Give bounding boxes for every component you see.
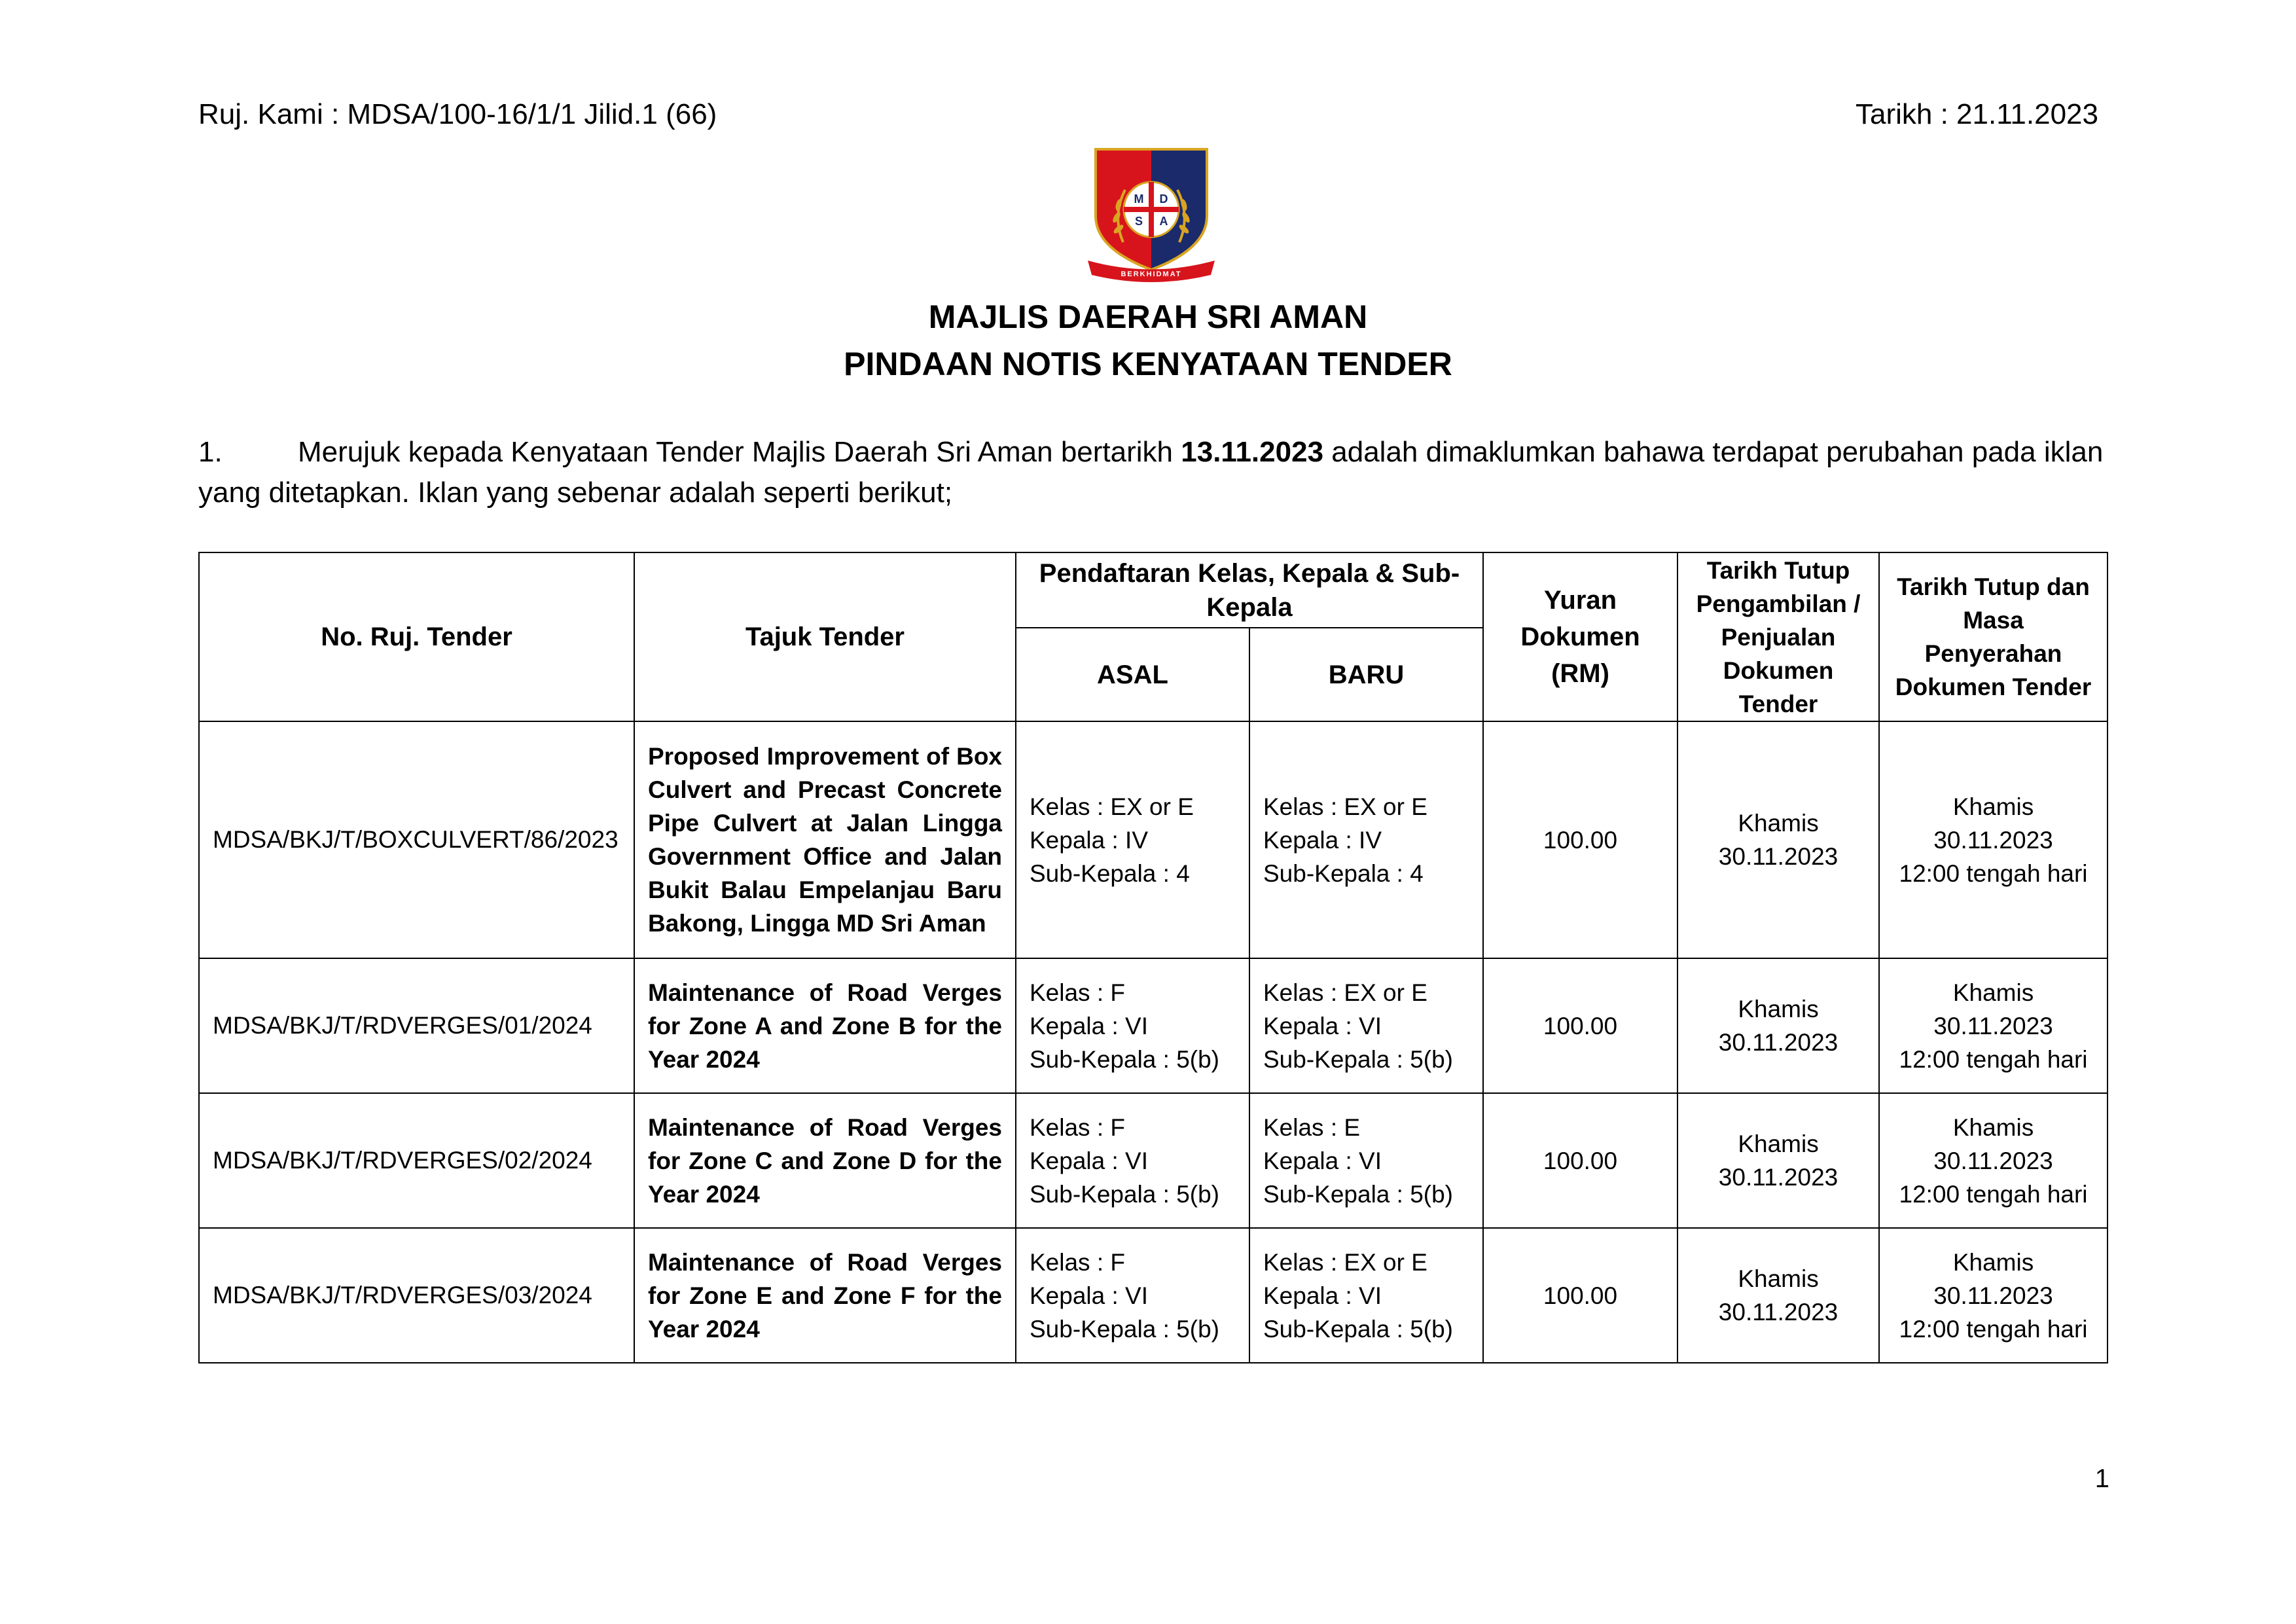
header-original: ASAL bbox=[1016, 628, 1249, 721]
mdsa-crest-logo bbox=[1083, 144, 1220, 285]
row-title: Maintenance of Road Verges for Zone A and Zone B for the Year 2024 bbox=[634, 958, 1016, 1093]
reference-number: Ruj. Kami : MDSA/100-16/1/1 Jilid.1 (66) bbox=[198, 98, 717, 130]
row-fee: 100.00 bbox=[1483, 1228, 1677, 1363]
paragraph-number: 1. bbox=[198, 436, 223, 468]
logo-letter-d: D bbox=[1159, 192, 1168, 206]
row-new-class: Kelas : EX or E Kepala : VI Sub-Kepala : 5(b) bbox=[1249, 1228, 1483, 1363]
row-closing-sale: Khamis 30.11.2023 bbox=[1677, 1228, 1879, 1363]
paragraph-text-start: Merujuk kepada Kenyataan Tender Majlis Daerah Sri Aman bertarikh bbox=[298, 436, 1181, 468]
logo-letter-a: A bbox=[1159, 215, 1168, 228]
row-title: Maintenance of Road Verges for Zone C and Zone D for the Year 2024 bbox=[634, 1093, 1016, 1228]
logo-letter-m: M bbox=[1134, 192, 1144, 206]
row-original-class: Kelas : F Kepala : VI Sub-Kepala : 5(b) bbox=[1016, 958, 1249, 1093]
paragraph-bold-date: 13.11.2023 bbox=[1181, 436, 1324, 468]
paragraph-text-end: adalah dimaklumkan bahawa terdapat perubahan pada iklan yang ditetapkan. Iklan yang sebenar adalah seperti berikut; bbox=[198, 436, 2104, 509]
header-ref-no: No. Ruj. Tender bbox=[199, 552, 634, 721]
row-fee: 100.00 bbox=[1483, 721, 1677, 958]
tender-table bbox=[198, 552, 2108, 1363]
header-registration: Pendaftaran Kelas, Kepala & Sub-Kepala bbox=[1016, 552, 1483, 628]
logo-motto: BERKHIDMAT bbox=[1121, 270, 1182, 278]
row-original-class: Kelas : F Kepala : VI Sub-Kepala : 5(b) bbox=[1016, 1228, 1249, 1363]
row-closing-submission: Khamis 30.11.2023 12:00 tengah hari bbox=[1879, 1093, 2108, 1228]
table-row bbox=[199, 721, 2108, 958]
row-closing-sale: Khamis 30.11.2023 bbox=[1677, 1093, 1879, 1228]
table-row bbox=[199, 1093, 2108, 1228]
row-ref-no: MDSA/BKJ/T/RDVERGES/03/2024 bbox=[199, 1228, 634, 1363]
row-closing-sale: Khamis 30.11.2023 bbox=[1677, 721, 1879, 958]
document-date: Tarikh : 21.11.2023 bbox=[1856, 98, 2098, 130]
row-title: Maintenance of Road Verges for Zone E and Zone F for the Year 2024 bbox=[634, 1228, 1016, 1363]
council-name-title: MAJLIS DAERAH SRI AMAN bbox=[928, 298, 1368, 335]
row-original-class: Kelas : EX or E Kepala : IV Sub-Kepala : 4 bbox=[1016, 721, 1249, 958]
row-title: Proposed Improvement of Box Culvert and Precast Concrete Pipe Culvert at Jalan Lingga Government Office and Jalan Bukit Balau Empelanjau Baru Bakong, Lingga MD Sri Aman bbox=[634, 721, 1016, 958]
row-fee: 100.00 bbox=[1483, 1093, 1677, 1228]
row-fee: 100.00 bbox=[1483, 958, 1677, 1093]
row-ref-no: MDSA/BKJ/T/RDVERGES/02/2024 bbox=[199, 1093, 634, 1228]
header-new: BARU bbox=[1249, 628, 1483, 721]
notice-title: PINDAAN NOTIS KENYATAAN TENDER bbox=[844, 346, 1452, 382]
header-title: Tajuk Tender bbox=[634, 552, 1016, 721]
logo-letter-s: S bbox=[1134, 215, 1143, 228]
row-original-class: Kelas : F Kepala : VI Sub-Kepala : 5(b) bbox=[1016, 1093, 1249, 1228]
table-row bbox=[199, 1228, 2108, 1363]
header-closing-submission: Tarikh Tutup dan Masa Penyerahan Dokumen Tender bbox=[1879, 552, 2108, 721]
header-fee: Yuran Dokumen (RM) bbox=[1483, 552, 1677, 721]
row-new-class: Kelas : EX or E Kepala : IV Sub-Kepala : 4 bbox=[1249, 721, 1483, 958]
row-new-class: Kelas : EX or E Kepala : VI Sub-Kepala : 5(b) bbox=[1249, 958, 1483, 1093]
row-closing-submission: Khamis 30.11.2023 12:00 tengah hari bbox=[1879, 721, 2108, 958]
row-new-class: Kelas : E Kepala : VI Sub-Kepala : 5(b) bbox=[1249, 1093, 1483, 1228]
row-ref-no: MDSA/BKJ/T/BOXCULVERT/86/2023 bbox=[199, 721, 634, 958]
intro-paragraph bbox=[198, 432, 2106, 513]
row-ref-no: MDSA/BKJ/T/RDVERGES/01/2024 bbox=[199, 958, 634, 1093]
header-closing-sale: Tarikh Tutup Pengambilan / Penjualan Dokumen Tender bbox=[1677, 552, 1879, 721]
table-row bbox=[199, 958, 2108, 1093]
row-closing-submission: Khamis 30.11.2023 12:00 tengah hari bbox=[1879, 958, 2108, 1093]
page-number: 1 bbox=[2094, 1464, 2109, 1493]
row-closing-submission: Khamis 30.11.2023 12:00 tengah hari bbox=[1879, 1228, 2108, 1363]
row-closing-sale: Khamis 30.11.2023 bbox=[1677, 958, 1879, 1093]
